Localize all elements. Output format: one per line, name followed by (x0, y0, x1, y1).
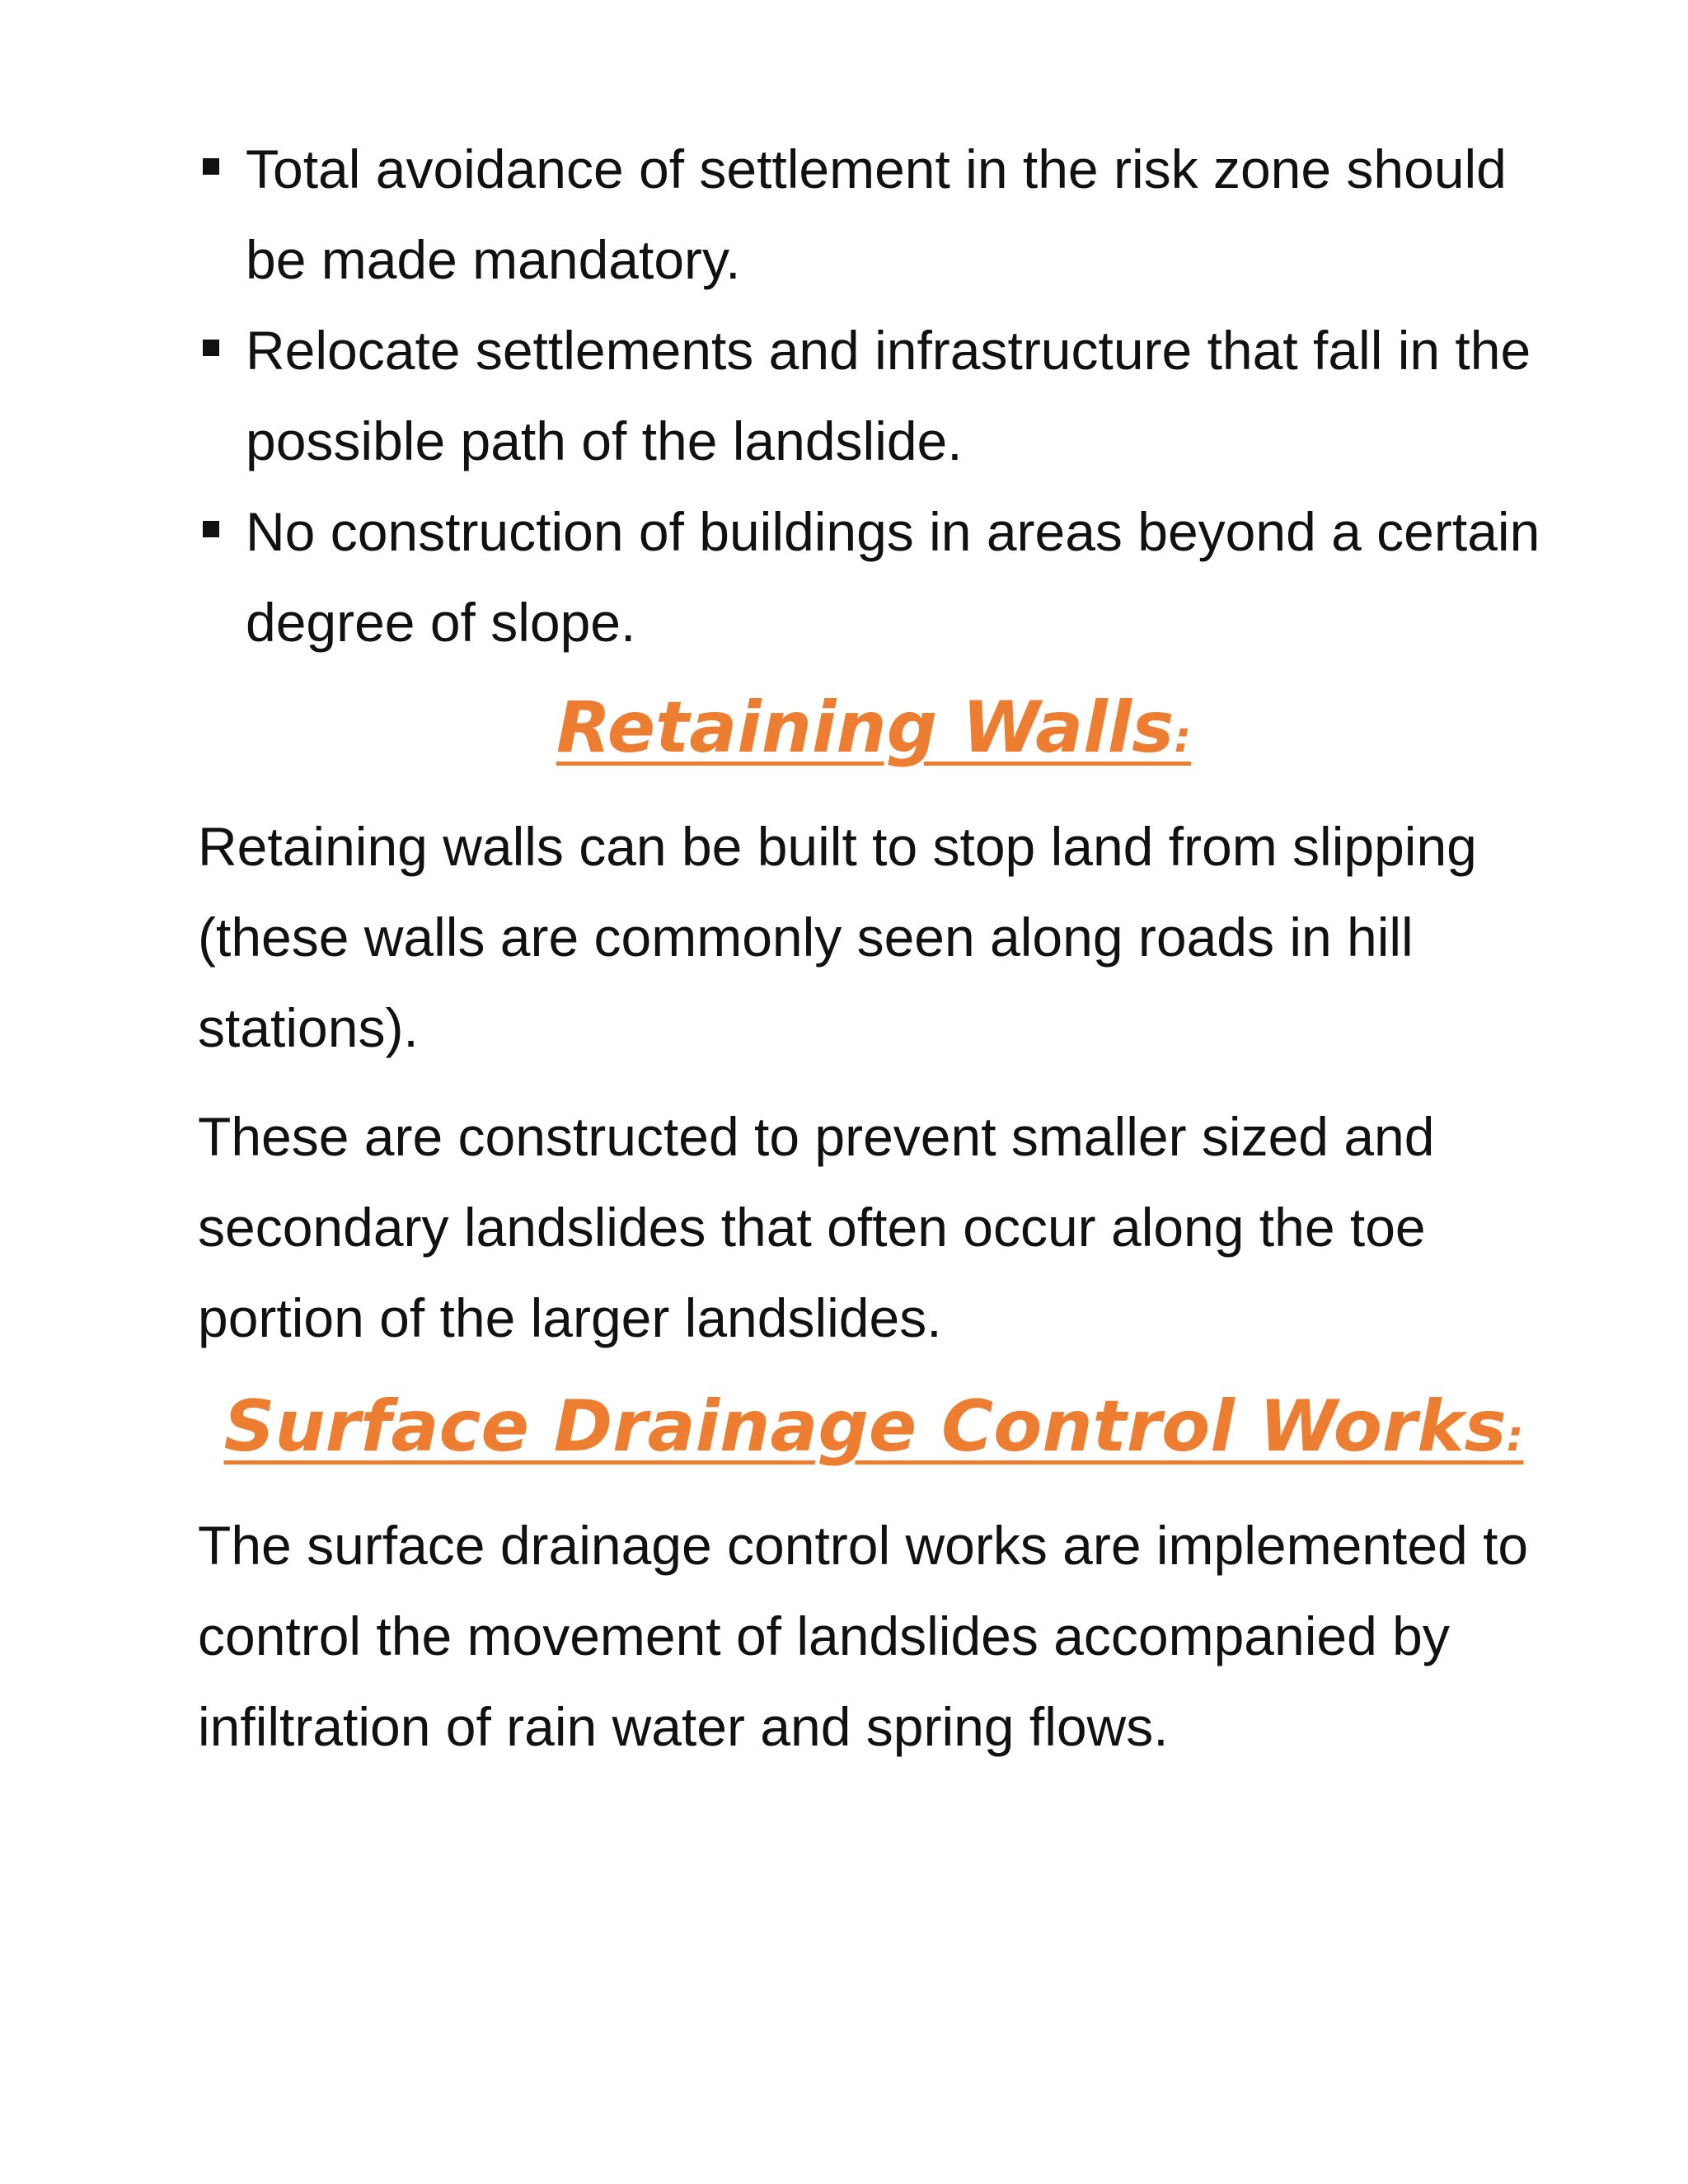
bullet-item (198, 305, 1550, 486)
retaining-walls-heading (198, 682, 1550, 783)
retaining-walls-paragraph: Retaining walls can be built to stop land from slipping (these walls are commonly seen along roads in hill stations). (198, 816, 1477, 1058)
bullet-text: Total avoidance of settlement in the risk zone should be made mandatory. (246, 138, 1507, 290)
heading-text: Retaining Walls (556, 687, 1175, 769)
bullet-item (198, 486, 1550, 668)
page-content (198, 124, 1550, 1790)
square-bullet-icon (203, 340, 219, 356)
square-bullet-icon (203, 158, 219, 175)
square-bullet-icon (203, 521, 219, 537)
heading-colon: : (1174, 713, 1192, 762)
heading-colon: : (1506, 1412, 1524, 1461)
surface-drainage-paragraph: The surface drainage control works are implemented to control the movement of landslides accompanied by infiltration of rain water and spring flows. (198, 1515, 1529, 1757)
bullet-text: No construction of buildings in areas beyond a certain degree of slope. (246, 501, 1540, 653)
mitigation-bullet-list (198, 124, 1550, 668)
surface-drainage-heading (198, 1381, 1550, 1482)
bullet-text: Relocate settlements and infrastructure that fall in the possible path of the landslide. (246, 320, 1531, 471)
retaining-walls-paragraph: These are constructed to prevent smaller sized and secondary landslides that often occur along the toe portion of the larger landslides. (198, 1106, 1435, 1348)
heading-text: Surface Drainage Control Works (223, 1385, 1507, 1468)
bullet-item (198, 124, 1550, 305)
